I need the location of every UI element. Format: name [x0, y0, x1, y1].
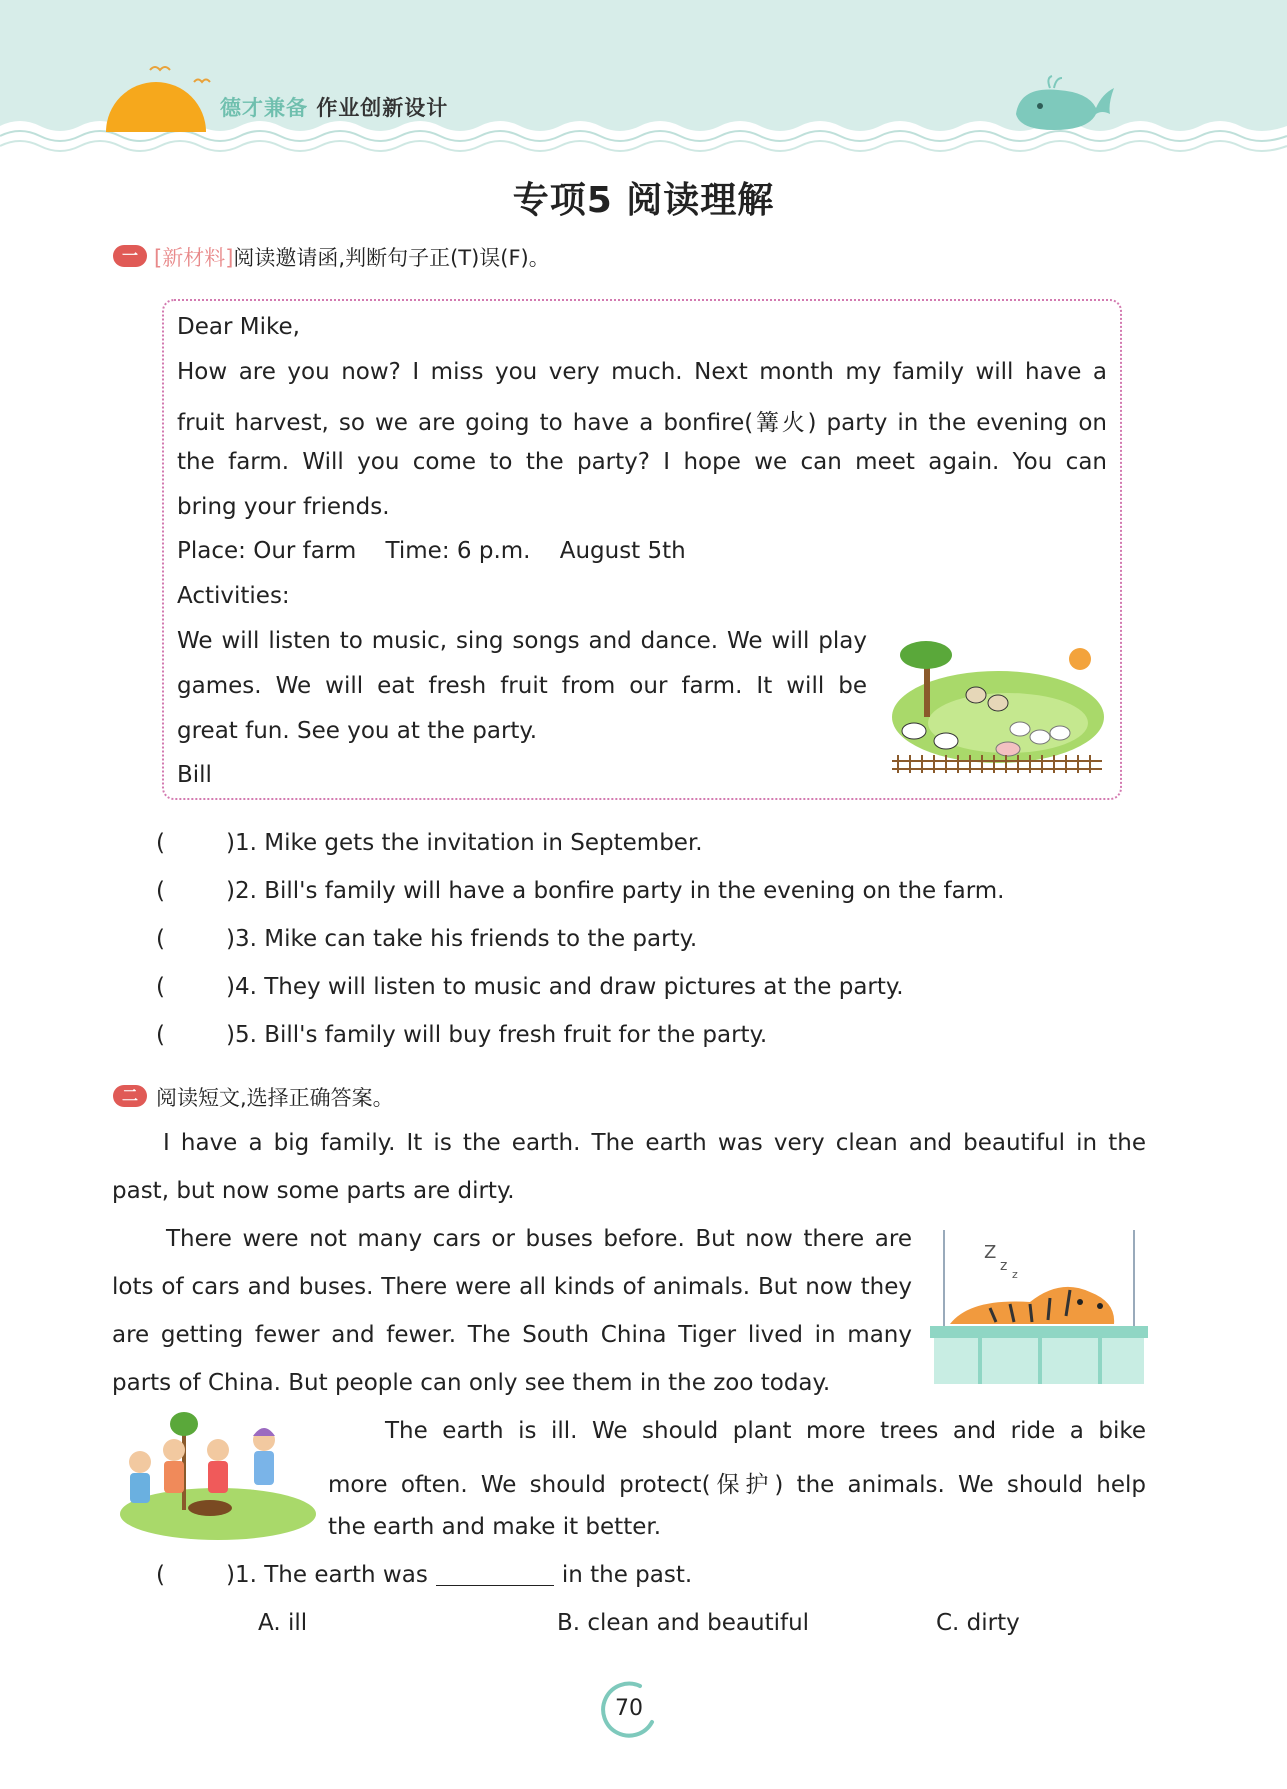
answer-blank[interactable]: [436, 1563, 554, 1586]
letter-activity-line: games. We will eat fresh fruit from our farm. It will be: [177, 673, 867, 699]
passage-line: past, but now some parts are dirty.: [112, 1178, 515, 1204]
question-text: Mike can take his friends to the party.: [264, 926, 698, 952]
tf-question-3: [156, 926, 697, 952]
letter-body-line: fruit harvest, so we are going to have a bonfire(篝火) party in the evening on: [177, 410, 1107, 436]
question-number: )1.: [226, 1562, 257, 1588]
question-text-after: in the past.: [561, 1562, 693, 1588]
letter-place-time: Place: Our farm Time: 6 p.m. August 5th: [177, 538, 686, 564]
passage-line: are getting fewer and fewer. The South China Tiger lived in many: [112, 1322, 912, 1348]
passage-line: more often. We should protect(保护) the animals. We should help: [328, 1472, 1146, 1498]
brand-green: 德才兼备: [220, 96, 308, 120]
option-b[interactable]: B. clean and beautiful: [557, 1610, 810, 1636]
question-text: Mike gets the invitation in September.: [264, 830, 703, 856]
mc-question-1: [156, 1562, 692, 1588]
svg-text:Z: Z: [984, 1242, 997, 1263]
tf-question-2: [156, 878, 1004, 904]
answer-paren-open[interactable]: (: [156, 1022, 165, 1048]
option-c[interactable]: C. dirty: [936, 1610, 1020, 1636]
svg-text:z: z: [1000, 1258, 1008, 1274]
option-a[interactable]: A. ill: [258, 1610, 308, 1636]
tf-question-5: [156, 1022, 767, 1048]
section-1-instruction-text: 阅读邀请函,判断句子正(T)误(F)。: [233, 246, 550, 270]
new-material-tag: [新材料]: [154, 246, 234, 270]
passage-line: I have a big family. It is the earth. The earth was very clean and beautiful in the: [163, 1130, 1146, 1156]
question-text: Bill's family will have a bonfire party in the evening on the farm.: [264, 878, 1005, 904]
passage-line: lots of cars and buses. There were all kinds of animals. But now they: [112, 1274, 912, 1300]
passage-line: There were not many cars or buses before. But now there are: [166, 1226, 912, 1252]
letter-activities-label: Activities:: [177, 583, 290, 609]
passage-line: The earth is ill. We should plant more trees and ride a bike: [385, 1418, 1146, 1444]
passage-line: parts of China. But people can only see them in the zoo today.: [112, 1370, 831, 1396]
page-number: 70: [615, 1696, 643, 1721]
question-number: )2.: [226, 878, 257, 904]
whale-icon: [1010, 74, 1120, 134]
svg-text:z: z: [1012, 1268, 1018, 1281]
birds-icon: [146, 60, 216, 94]
question-text: They will listen to music and draw pictures at the party.: [264, 974, 904, 1000]
letter-body-line: the farm. Will you come to the party? I hope we can meet again. You can: [177, 449, 1107, 475]
tiger-in-zoo-illustration: [930, 1228, 1148, 1384]
question-text: Bill's family will buy fresh fruit for the party.: [264, 1022, 768, 1048]
answer-paren-open[interactable]: (: [156, 974, 165, 1000]
page-title: 专项5 阅读理解: [512, 180, 775, 221]
letter-greeting: Dear Mike,: [177, 314, 300, 340]
answer-paren-open[interactable]: (: [156, 830, 165, 856]
section-1-badge: 一: [113, 245, 147, 267]
question-number: )5.: [226, 1022, 257, 1048]
letter-signature: Bill: [177, 762, 212, 788]
answer-paren-open[interactable]: (: [156, 1562, 165, 1588]
answer-paren-open[interactable]: (: [156, 878, 165, 904]
letter-activity-line: great fun. See you at the party.: [177, 718, 538, 744]
passage-line: the earth and make it better.: [328, 1514, 662, 1540]
letter-body-line: bring your friends.: [177, 494, 390, 520]
question-number: )1.: [226, 830, 257, 856]
letter-body-line: How are you now? I miss you very much. Next month my family will have a: [177, 359, 1107, 385]
tf-question-1: [156, 830, 703, 856]
letter-activity-line: We will listen to music, sing songs and dance. We will play: [177, 628, 867, 654]
answer-paren-open[interactable]: (: [156, 926, 165, 952]
kids-planting-tree-illustration: [118, 1410, 318, 1540]
section-1-instruction: [154, 242, 550, 272]
tf-question-4: [156, 974, 904, 1000]
brand-title: [220, 92, 448, 122]
section-2-instruction: 阅读短文,选择正确答案。: [156, 1086, 394, 1110]
farm-illustration: [888, 637, 1106, 775]
question-text-before: The earth was: [264, 1562, 428, 1588]
brand-dark: 作业创新设计: [316, 96, 449, 120]
question-number: )3.: [226, 926, 257, 952]
question-number: )4.: [226, 974, 257, 1000]
section-2-badge: 二: [113, 1085, 147, 1107]
